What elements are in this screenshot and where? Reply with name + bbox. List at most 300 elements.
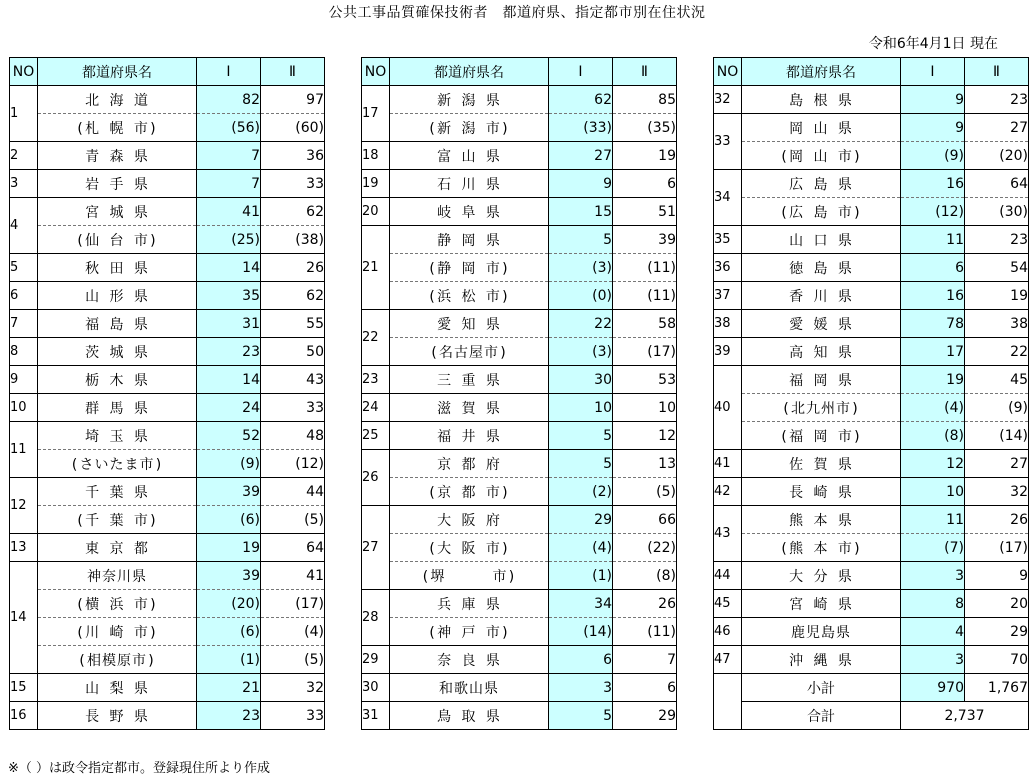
value-col-1: 5 (549, 450, 613, 478)
value-col-2: 9 (965, 562, 1029, 590)
header-col-2: Ⅱ (965, 58, 1029, 86)
value-col-1: (12) (901, 198, 965, 226)
footnote: ※（ ）は政令指定都市。登録現住所より作成 (8, 761, 271, 776)
value-col-1: 14 (197, 254, 261, 282)
table-row (10, 562, 325, 590)
prefecture-name: 島 根 県 (742, 86, 901, 114)
value-col-2: 32 (261, 674, 325, 702)
prefecture-name: 山 口 県 (742, 226, 901, 254)
value-col-2: 32 (965, 478, 1029, 506)
row-number: 13 (10, 534, 38, 562)
row-number: 14 (10, 562, 38, 674)
value-col-1: (0) (549, 282, 613, 310)
table-row (362, 618, 677, 646)
value-col-1: (6) (197, 618, 261, 646)
prefecture-name: 千 葉 県 (38, 478, 197, 506)
value-col-1: 62 (549, 86, 613, 114)
value-col-2: 26 (613, 590, 677, 618)
value-col-1: (33) (549, 114, 613, 142)
value-col-1: 27 (549, 142, 613, 170)
table-row (362, 534, 677, 562)
value-col-2: (22) (613, 534, 677, 562)
row-number: 40 (714, 366, 742, 450)
value-col-2: 55 (261, 310, 325, 338)
prefecture-name: 宮 城 県 (38, 198, 197, 226)
header-col-1: Ⅰ (549, 58, 613, 86)
subtotal-blank (714, 674, 742, 730)
value-col-2: 58 (613, 310, 677, 338)
table-row (362, 366, 677, 394)
table-row (362, 226, 677, 254)
row-number: 24 (362, 394, 390, 422)
value-col-1: 3 (901, 562, 965, 590)
table-row (10, 114, 325, 142)
prefecture-name: 兵 庫 県 (390, 590, 549, 618)
row-number: 16 (10, 702, 38, 730)
table-row (10, 450, 325, 478)
value-col-1: 9 (901, 114, 965, 142)
prefecture-name: 岡 山 県 (742, 114, 901, 142)
prefecture-name: (新 潟 市) (390, 114, 549, 142)
header-no: NO (10, 58, 38, 86)
value-col-1: 10 (549, 394, 613, 422)
value-col-2: 33 (261, 394, 325, 422)
header-col-2: Ⅱ (613, 58, 677, 86)
value-col-2: (12) (261, 450, 325, 478)
table-row (10, 226, 325, 254)
value-col-1: 8 (901, 590, 965, 618)
row-number: 43 (714, 506, 742, 562)
value-col-1: 11 (901, 506, 965, 534)
row-number: 9 (10, 366, 38, 394)
value-col-1: (8) (901, 422, 965, 450)
row-number: 42 (714, 478, 742, 506)
row-number: 2 (10, 142, 38, 170)
value-col-1: 34 (549, 590, 613, 618)
value-col-2: 23 (965, 86, 1029, 114)
value-col-2: (60) (261, 114, 325, 142)
header-row (362, 58, 677, 86)
value-col-1: 5 (549, 226, 613, 254)
header-no: NO (362, 58, 390, 86)
value-col-1: 3 (549, 674, 613, 702)
page-title: 公共工事品質確保技術者 都道府県、指定都市別在住状況 (328, 5, 706, 21)
value-col-2: 22 (965, 338, 1029, 366)
value-col-2: 44 (261, 478, 325, 506)
table-row (10, 674, 325, 702)
prefecture-table-2 (361, 57, 677, 730)
prefecture-name: (静 岡 市) (390, 254, 549, 282)
value-col-2: 29 (613, 702, 677, 730)
table-row (714, 198, 1029, 226)
value-col-1: 6 (901, 254, 965, 282)
value-col-1: 41 (197, 198, 261, 226)
value-col-1: (3) (549, 254, 613, 282)
prefecture-name: (浜 松 市) (390, 282, 549, 310)
prefecture-name: 大 阪 府 (390, 506, 549, 534)
value-col-2: 70 (965, 646, 1029, 674)
value-col-1: 30 (549, 366, 613, 394)
value-col-1: 17 (901, 338, 965, 366)
value-col-1: 16 (901, 282, 965, 310)
prefecture-name: (相模原市) (38, 646, 197, 674)
row-number: 41 (714, 450, 742, 478)
row-number: 21 (362, 226, 390, 310)
table-row (714, 422, 1029, 450)
row-number: 8 (10, 338, 38, 366)
prefecture-name: 高 知 県 (742, 338, 901, 366)
row-number: 35 (714, 226, 742, 254)
value-col-1: 6 (549, 646, 613, 674)
table-row (714, 590, 1029, 618)
value-col-1: (56) (197, 114, 261, 142)
value-col-2: 23 (965, 226, 1029, 254)
row-number: 30 (362, 674, 390, 702)
header-no: NO (714, 58, 742, 86)
table-row (714, 142, 1029, 170)
value-col-2: 53 (613, 366, 677, 394)
subtotal-col-1: 970 (901, 674, 965, 702)
prefecture-name: 熊 本 県 (742, 506, 901, 534)
value-col-2: (38) (261, 226, 325, 254)
table-row (10, 590, 325, 618)
value-col-2: 27 (965, 114, 1029, 142)
table-row (362, 198, 677, 226)
value-col-2: (11) (613, 618, 677, 646)
row-number: 31 (362, 702, 390, 730)
table-row (714, 226, 1029, 254)
prefecture-name: (名古屋市) (390, 338, 549, 366)
value-col-1: 3 (901, 646, 965, 674)
prefecture-name: 石 川 県 (390, 170, 549, 198)
value-col-1: (1) (549, 562, 613, 590)
value-col-1: (1) (197, 646, 261, 674)
value-col-2: 62 (261, 198, 325, 226)
row-number: 4 (10, 198, 38, 254)
prefecture-name: 岩 手 県 (38, 170, 197, 198)
value-col-1: 7 (197, 170, 261, 198)
table-row (362, 310, 677, 338)
table-row (362, 282, 677, 310)
prefecture-table-1 (9, 57, 325, 730)
total-row (714, 702, 1029, 730)
value-col-1: 10 (901, 478, 965, 506)
row-number: 10 (10, 394, 38, 422)
value-col-2: 54 (965, 254, 1029, 282)
table-row (362, 506, 677, 534)
table-row (362, 450, 677, 478)
value-col-1: 9 (901, 86, 965, 114)
value-col-2: 10 (613, 394, 677, 422)
table-row (714, 646, 1029, 674)
value-col-1: 29 (549, 506, 613, 534)
row-number: 15 (10, 674, 38, 702)
header-row (714, 58, 1029, 86)
row-number: 45 (714, 590, 742, 618)
table-row (714, 534, 1029, 562)
prefecture-name: 埼 玉 県 (38, 422, 197, 450)
value-col-2: (17) (613, 338, 677, 366)
prefecture-name: 富 山 県 (390, 142, 549, 170)
table-row (714, 282, 1029, 310)
table-row (714, 450, 1029, 478)
prefecture-name: 福 島 県 (38, 310, 197, 338)
value-col-1: 24 (197, 394, 261, 422)
prefecture-name: (岡 山 市) (742, 142, 901, 170)
prefecture-name: 鳥 取 県 (390, 702, 549, 730)
value-col-1: 23 (197, 338, 261, 366)
value-col-1: 16 (901, 170, 965, 198)
header-col-2: Ⅱ (261, 58, 325, 86)
as-of-date: 令和6年4月1日 現在 (868, 36, 998, 52)
table-row (362, 478, 677, 506)
prefecture-name: 栃 木 県 (38, 366, 197, 394)
prefecture-name: 大 分 県 (742, 562, 901, 590)
prefecture-name: 三 重 県 (390, 366, 549, 394)
value-col-1: 39 (197, 562, 261, 590)
prefecture-name: 徳 島 県 (742, 254, 901, 282)
value-col-1: (7) (901, 534, 965, 562)
prefecture-name: 神奈川県 (38, 562, 197, 590)
prefecture-name: (福 岡 市) (742, 422, 901, 450)
value-col-2: (20) (965, 142, 1029, 170)
table-row (714, 506, 1029, 534)
value-col-2: 12 (613, 422, 677, 450)
table-row (714, 394, 1029, 422)
value-col-1: (20) (197, 590, 261, 618)
value-col-1: 19 (901, 366, 965, 394)
prefecture-name: (広 島 市) (742, 198, 901, 226)
prefecture-name: 岐 阜 県 (390, 198, 549, 226)
table-row (362, 674, 677, 702)
value-col-1: 22 (549, 310, 613, 338)
value-col-2: (5) (613, 478, 677, 506)
value-col-2: 20 (965, 590, 1029, 618)
prefecture-name: 佐 賀 県 (742, 450, 901, 478)
prefecture-name: (堺 市) (390, 562, 549, 590)
prefecture-name: 山 形 県 (38, 282, 197, 310)
table-row (714, 310, 1029, 338)
table-row (714, 338, 1029, 366)
row-number: 22 (362, 310, 390, 366)
value-col-1: (3) (549, 338, 613, 366)
value-col-2: (8) (613, 562, 677, 590)
value-col-2: 27 (965, 450, 1029, 478)
value-col-2: 7 (613, 646, 677, 674)
value-col-1: 4 (901, 618, 965, 646)
value-col-1: (4) (901, 394, 965, 422)
table-row (10, 366, 325, 394)
row-number: 23 (362, 366, 390, 394)
table-row (714, 254, 1029, 282)
row-number: 3 (10, 170, 38, 198)
row-number: 19 (362, 170, 390, 198)
prefecture-name: 青 森 県 (38, 142, 197, 170)
table-row (10, 338, 325, 366)
value-col-1: (9) (197, 450, 261, 478)
prefecture-name: (熊 本 市) (742, 534, 901, 562)
prefecture-name: 奈 良 県 (390, 646, 549, 674)
value-col-1: 7 (197, 142, 261, 170)
value-col-1: (25) (197, 226, 261, 254)
row-number: 5 (10, 254, 38, 282)
value-col-1: 11 (901, 226, 965, 254)
prefecture-name: (京 都 市) (390, 478, 549, 506)
value-col-2: 51 (613, 198, 677, 226)
subtotal-row (714, 674, 1029, 702)
value-col-2: 64 (261, 534, 325, 562)
prefecture-name: (さいたま市) (38, 450, 197, 478)
row-number: 37 (714, 282, 742, 310)
table-row (10, 254, 325, 282)
prefecture-name: 茨 城 県 (38, 338, 197, 366)
prefecture-name: 北 海 道 (38, 86, 197, 114)
value-col-2: 13 (613, 450, 677, 478)
row-number: 20 (362, 198, 390, 226)
prefecture-name: (川 崎 市) (38, 618, 197, 646)
value-col-2: 26 (261, 254, 325, 282)
value-col-1: 39 (197, 478, 261, 506)
value-col-2: (9) (965, 394, 1029, 422)
prefecture-name: 福 井 県 (390, 422, 549, 450)
prefecture-name: 沖 縄 県 (742, 646, 901, 674)
prefecture-name: (大 阪 市) (390, 534, 549, 562)
value-col-2: (14) (965, 422, 1029, 450)
prefecture-name: 愛 媛 県 (742, 310, 901, 338)
value-col-1: (9) (901, 142, 965, 170)
row-number: 36 (714, 254, 742, 282)
prefecture-name: 東 京 都 (38, 534, 197, 562)
subtotal-col-2: 1,767 (965, 674, 1029, 702)
row-number: 47 (714, 646, 742, 674)
prefecture-name: (神 戸 市) (390, 618, 549, 646)
value-col-2: 85 (613, 86, 677, 114)
table-row (10, 702, 325, 730)
row-number: 33 (714, 114, 742, 170)
header-row (10, 58, 325, 86)
value-col-2: 33 (261, 170, 325, 198)
value-col-1: 52 (197, 422, 261, 450)
value-col-1: 12 (901, 450, 965, 478)
prefecture-name: 福 岡 県 (742, 366, 901, 394)
row-number: 39 (714, 338, 742, 366)
value-col-2: 97 (261, 86, 325, 114)
value-col-2: (5) (261, 646, 325, 674)
value-col-2: 38 (965, 310, 1029, 338)
table-row (10, 142, 325, 170)
header-name: 都道府県名 (390, 58, 549, 86)
value-col-2: (11) (613, 282, 677, 310)
table-row (362, 338, 677, 366)
total-label: 合計 (742, 702, 901, 730)
row-number: 28 (362, 590, 390, 646)
value-col-1: 5 (549, 702, 613, 730)
prefecture-name: 長 崎 県 (742, 478, 901, 506)
value-col-1: 82 (197, 86, 261, 114)
value-col-1: (6) (197, 506, 261, 534)
prefecture-name: (千 葉 市) (38, 506, 197, 534)
table-row (10, 282, 325, 310)
row-number: 38 (714, 310, 742, 338)
table-row (714, 562, 1029, 590)
value-col-2: 64 (965, 170, 1029, 198)
table-row (10, 198, 325, 226)
prefecture-name: 滋 賀 県 (390, 394, 549, 422)
row-number: 46 (714, 618, 742, 646)
row-number: 44 (714, 562, 742, 590)
row-number: 27 (362, 506, 390, 590)
table-row (362, 702, 677, 730)
table-row (714, 170, 1029, 198)
prefecture-name: 新 潟 県 (390, 86, 549, 114)
value-col-2: 33 (261, 702, 325, 730)
value-col-2: 6 (613, 674, 677, 702)
value-col-1: (2) (549, 478, 613, 506)
table-row (362, 394, 677, 422)
value-col-1: 19 (197, 534, 261, 562)
row-number: 6 (10, 282, 38, 310)
row-number: 7 (10, 310, 38, 338)
prefecture-name: 山 梨 県 (38, 674, 197, 702)
row-number: 18 (362, 142, 390, 170)
total-value: 2,737 (901, 702, 1029, 730)
value-col-2: (4) (261, 618, 325, 646)
table-row (714, 618, 1029, 646)
table-row (10, 478, 325, 506)
value-col-2: 39 (613, 226, 677, 254)
row-number: 12 (10, 478, 38, 534)
prefecture-name: (北九州市) (742, 394, 901, 422)
table-row (10, 394, 325, 422)
row-number: 1 (10, 86, 38, 142)
value-col-1: 78 (901, 310, 965, 338)
table-row (362, 170, 677, 198)
row-number: 25 (362, 422, 390, 450)
row-number: 32 (714, 86, 742, 114)
value-col-2: (11) (613, 254, 677, 282)
table-row (10, 86, 325, 114)
table-row (714, 114, 1029, 142)
prefecture-name: 愛 知 県 (390, 310, 549, 338)
row-number: 26 (362, 450, 390, 506)
value-col-1: 9 (549, 170, 613, 198)
prefecture-name: 香 川 県 (742, 282, 901, 310)
table-row (714, 86, 1029, 114)
prefecture-name: (横 浜 市) (38, 590, 197, 618)
table-row (10, 506, 325, 534)
row-number: 34 (714, 170, 742, 226)
header-col-1: Ⅰ (197, 58, 261, 86)
row-number: 29 (362, 646, 390, 674)
value-col-1: 23 (197, 702, 261, 730)
value-col-2: (35) (613, 114, 677, 142)
value-col-2: 45 (965, 366, 1029, 394)
prefecture-name: 宮 崎 県 (742, 590, 901, 618)
table-row (10, 170, 325, 198)
table-row (362, 590, 677, 618)
table-row (362, 142, 677, 170)
table-row (714, 478, 1029, 506)
value-col-2: (17) (261, 590, 325, 618)
value-col-2: 43 (261, 366, 325, 394)
row-number: 17 (362, 86, 390, 142)
prefecture-name: 長 野 県 (38, 702, 197, 730)
value-col-2: 19 (613, 142, 677, 170)
table-row (714, 366, 1029, 394)
value-col-1: (14) (549, 618, 613, 646)
prefecture-name: 広 島 県 (742, 170, 901, 198)
value-col-2: (17) (965, 534, 1029, 562)
